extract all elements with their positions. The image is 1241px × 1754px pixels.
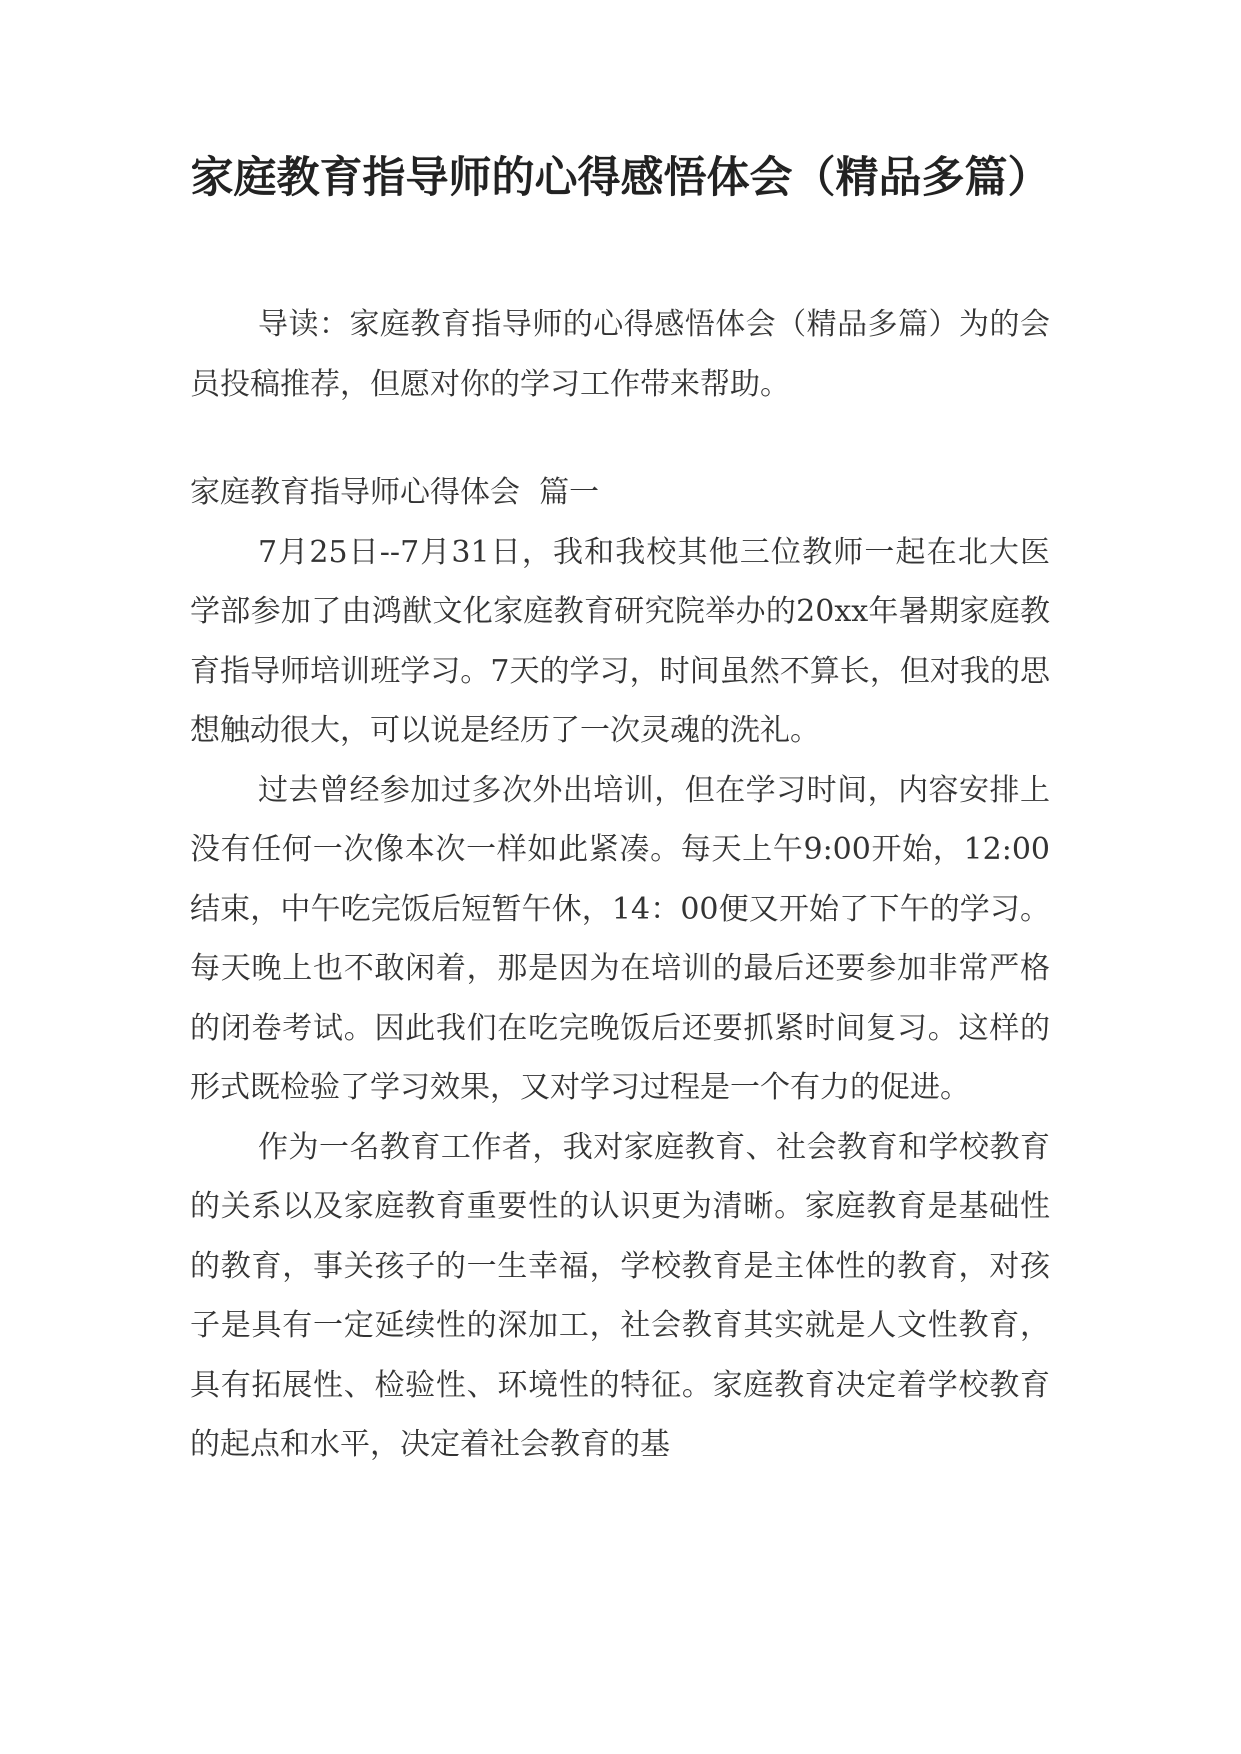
body-paragraph: 过去曾经参加过多次外出培训，但在学习时间，内容安排上没有任何一次像本次一样如此紧凑。每天上午9:00开始，12:00结束，中午吃完饭后短暂午休，14：00便又开始了下午的学习。每天晚上也不敢闲着，那是因为在培训的最后还要参加非常严格的闭卷考试。因此我们在吃完晚饭后还要抓紧时间复习。这样的形式既检验了学习效果，又对学习过程是一个有力的促进。 (190, 772, 1050, 1105)
lead-paragraph: 导读：家庭教育指导师的心得感悟体会（精品多篇）为的会员投稿推荐，但愿对你的学习工作带来帮助。 (190, 307, 1050, 402)
body-paragraph: 作为一名教育工作者，我对家庭教育、社会教育和学校教育的关系以及家庭教育重要性的认识更为清晰。家庭教育是基础性的教育，事关孩子的一生幸福，学校教育是主体性的教育，对孩子是具有一定延续性的深加工，社会教育其实就是人文性教育，具有拓展性、检验性、环境性的特征。家庭教育决定着学校教育的起点和水平，决定着社会教育的基 (190, 1129, 1050, 1462)
body-paragraph: 7月25日--7月31日，我和我校其他三位教师一起在北大医学部参加了由鸿猷文化家庭教育研究院举办的20xx年暑期家庭教育指导师培训班学习。7天的学习，时间虽然不算长，但对我的思想触动很大，可以说是经历了一次灵魂的洗礼。 (190, 534, 1050, 748)
section-heading: 家庭教育指导师心得体会 篇一 (190, 475, 600, 510)
lead-block (190, 295, 1050, 415)
document-title: 家庭教育指导师的心得感悟体会（精品多篇） (190, 153, 1051, 203)
section-one (190, 463, 1050, 1475)
